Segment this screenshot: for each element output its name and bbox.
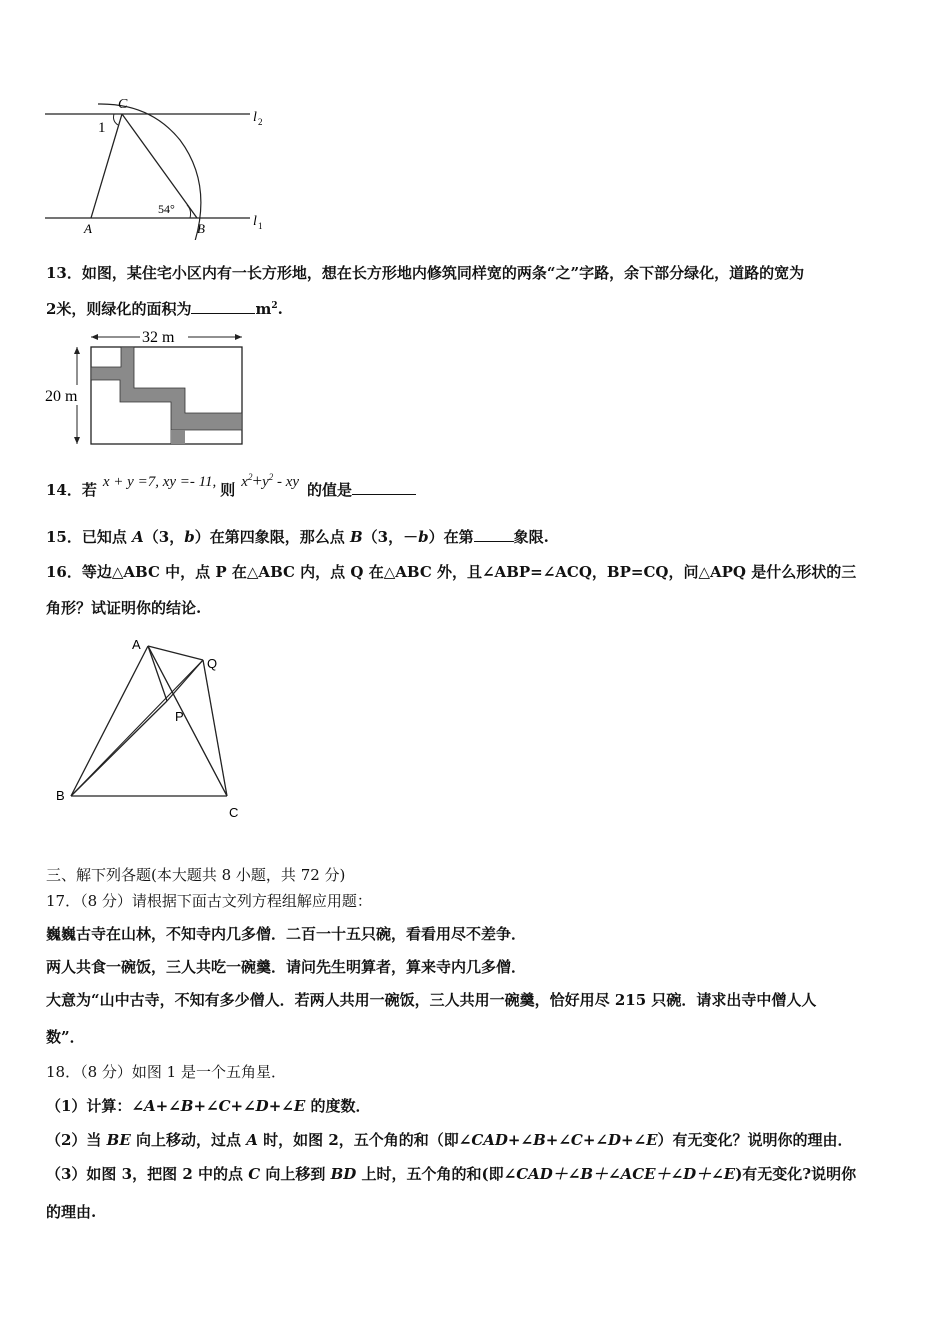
q13-unit-sup: 2	[271, 301, 278, 311]
q18-p2-expr: ∠CAD+∠B+∠C+∠D+∠E	[458, 1131, 658, 1149]
segment-BQ	[71, 660, 203, 796]
section-3-title-text: 三、解下列各题(本大题共 8 小题，共 72 分)	[46, 866, 346, 884]
q18-p2-A: A	[246, 1131, 258, 1149]
q17-number: 17．	[46, 892, 81, 910]
q18-p2c: 时，如图 2，五个角的和（即	[257, 1131, 459, 1149]
question-17-header	[46, 890, 372, 911]
label-l1: l	[253, 214, 257, 229]
label-B: B	[56, 788, 65, 803]
q18-part2	[46, 1129, 853, 1150]
triangle-apq-figure	[50, 632, 260, 827]
label-C: C	[229, 805, 239, 820]
q18-p3-expr: ∠CAD＋∠B＋∠ACE＋∠D＋∠E	[503, 1165, 736, 1183]
q14-expr-x-sup: 2	[247, 472, 253, 482]
q18-p3a: （3）如图 3，把图 2 中的点	[46, 1165, 249, 1183]
q18-p3d: )有无变化?说明你	[735, 1165, 857, 1183]
segment-QC	[203, 660, 227, 796]
q14-then: 则	[220, 481, 236, 499]
q15-number: 15．	[46, 528, 82, 546]
question-13-line1	[46, 262, 804, 283]
label-l2-sub: 2	[258, 117, 263, 127]
q14-expression	[241, 471, 300, 490]
q18-number: 18．	[46, 1063, 81, 1081]
q14-expr-tail: - xy	[276, 474, 300, 490]
angle-1-mark	[114, 114, 119, 125]
q18-part3-line1	[46, 1163, 856, 1184]
angle-54-label: 54°	[158, 202, 175, 216]
q16-text2: 角形？试证明你的结论.	[46, 599, 202, 617]
q13-answer-blank[interactable]	[191, 299, 255, 314]
q17-meaning2: 数”．	[46, 1028, 85, 1046]
q18-p2d: ）有无变化？说明你的理由．	[657, 1131, 853, 1149]
question-13-line2	[46, 298, 283, 319]
q14-answer-blank[interactable]	[352, 480, 416, 495]
label-l1-sub: 1	[258, 221, 263, 231]
q15-point-B: B	[349, 528, 363, 546]
q17-poem1: 巍巍古寺在山林，不知寺内几多僧．二百一十五只碗，看看用尽不差争．	[46, 925, 527, 943]
label-P: P	[175, 709, 184, 724]
segment-AP	[148, 646, 167, 701]
q18-p2b: 向上移动，过点	[130, 1131, 247, 1149]
q15-b2: b	[418, 528, 429, 546]
q15-answer-blank[interactable]	[474, 527, 514, 542]
q18-p2-BE: BE	[106, 1131, 131, 1149]
q17-meaning1: 大意为“山中古寺，不知有多少僧人．若两人共用一碗饭，三人共用一碗羹，恰好用尽 215 只碗．请求出寺中僧人人	[46, 991, 817, 1009]
side-AB	[71, 646, 148, 796]
section-3-title	[46, 864, 345, 885]
segment-AQ	[148, 646, 203, 660]
q15-t5: ）在第	[428, 528, 474, 546]
q18-p2a: （2）当	[46, 1131, 107, 1149]
q16-text1: 等边△ABC 中，点 P 在△ABC 内，点 Q 在△ABC 外，且∠ABP=∠ACQ，BP=CQ，问△APQ 是什么形状的三	[81, 563, 857, 581]
width-label: 32 m	[142, 329, 175, 346]
width-arrow-left	[91, 334, 98, 340]
q14-number: 14．	[46, 481, 82, 499]
label-Q: Q	[207, 656, 218, 671]
q18-p3-BD: BD	[330, 1165, 357, 1183]
question-15	[46, 526, 549, 547]
q17-poem2: 两人共食一碗饭，三人共吃一碗羹．请问先生明算者，算来寺内几多僧．	[46, 958, 527, 976]
label-C: C	[118, 97, 128, 112]
question-16-line1	[46, 561, 856, 582]
q14-prefix: 若	[81, 481, 97, 499]
road-bottom-cut	[171, 430, 185, 444]
q18-p1a: （1）计算：	[46, 1097, 132, 1115]
q13-end: .	[277, 300, 283, 318]
height-arrow-bottom	[74, 437, 80, 444]
q14-condition: x + y =7, xy =- 11,	[102, 474, 217, 490]
q18-header: （8 分）如图 1 是一个五角星．	[80, 1063, 286, 1081]
q17-header: （8 分）请根据下面古文列方程组解应用题：	[80, 892, 372, 910]
q14-expr-x: x	[241, 474, 248, 490]
q14-expr-plus: +	[252, 471, 263, 490]
angle-54-mark	[187, 205, 191, 218]
q13-number: 13．	[46, 264, 82, 282]
q18-p1-expr: ∠A+∠B+∠C+∠D+∠E	[131, 1097, 306, 1115]
label-l2: l	[253, 110, 257, 125]
q13-text1: 如图，某住宅小区内有一长方形地，想在长方形地内修筑同样宽的两条“之”字路，余下部分绿化，道路的宽为	[81, 264, 805, 282]
q15-b1: b	[184, 528, 195, 546]
q13-text2: 2米，则绿化的面积为	[46, 300, 192, 318]
q15-t6: 象限.	[513, 528, 549, 546]
q15-t3: ）在第四象限，那么点	[194, 528, 345, 546]
arc	[98, 104, 201, 240]
rectangle-road-figure	[40, 325, 250, 450]
q18-part3-line2	[46, 1201, 96, 1222]
q18-p3b: 向上移到	[260, 1165, 331, 1183]
parallel-lines-figure	[40, 95, 280, 240]
q14-expr-y: y	[262, 474, 269, 490]
q13-unit: m	[255, 300, 272, 318]
q14-expr-y-sup: 2	[268, 472, 274, 482]
question-14	[46, 471, 416, 500]
height-arrow-top	[74, 347, 80, 354]
question-16-line2	[46, 597, 201, 618]
height-label: 20 m	[45, 388, 78, 405]
q17-poem-line2	[46, 956, 526, 977]
q15-t2: （3，	[143, 528, 185, 546]
q18-p3e: 的理由.	[46, 1203, 97, 1221]
q17-meaning-line1	[46, 989, 816, 1010]
segment-CA	[91, 114, 122, 218]
q18-p3c: 上时，五个角的和(即	[356, 1165, 504, 1183]
q15-t4: （3，－	[362, 528, 419, 546]
q18-p1b: 的度数．	[305, 1097, 371, 1115]
q15-point-A: A	[132, 528, 144, 546]
q17-poem-line1	[46, 923, 526, 944]
q16-number: 16．	[46, 563, 82, 581]
label-A: A	[84, 221, 92, 236]
label-B: B	[197, 221, 205, 236]
q15-t1: 已知点	[81, 528, 127, 546]
label-1: 1	[98, 120, 106, 136]
q14-suffix: 的值是	[307, 481, 353, 499]
q18-p3-C: C	[248, 1165, 261, 1183]
label-A: A	[132, 637, 141, 652]
q18-part1	[46, 1095, 371, 1116]
width-arrow-right	[235, 334, 242, 340]
question-18-header	[46, 1061, 286, 1082]
q17-meaning-line2	[46, 1026, 85, 1047]
